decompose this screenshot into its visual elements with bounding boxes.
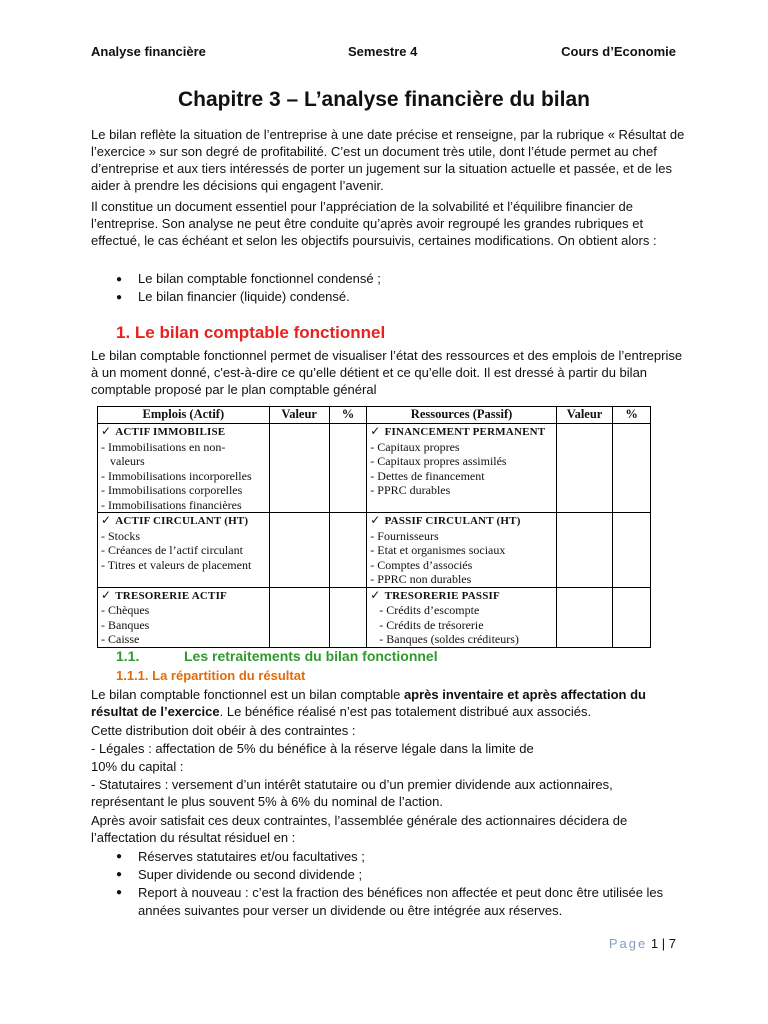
group-title: ✓ TRESORERIE PASSIF xyxy=(370,587,500,602)
section-heading-1-1-1: 1.1.1. La répartition du résultat xyxy=(116,668,306,683)
table-item: - Immobilisations incorporelles xyxy=(101,468,252,483)
bullet-icon: ● xyxy=(116,292,123,303)
table-item: valeurs xyxy=(110,454,145,468)
table-item: - Crédits de trésorerie xyxy=(379,617,484,632)
group-title: ✓ TRESORERIE ACTIF xyxy=(101,587,227,602)
body-paragraph-5: Après avoir satisfait ces deux contraintes, l’assemblée générale des actionnaires décidera de l’affectation du résultat résiduel en : xyxy=(91,813,628,845)
ressources-cell xyxy=(367,587,557,647)
percent-cell xyxy=(613,513,651,588)
table-item: - Créances de l’actif circulant xyxy=(101,543,243,557)
section-heading-1: 1. Le bilan comptable fonctionnel xyxy=(116,323,386,342)
table-item: - Capitaux propres assimilés xyxy=(370,454,507,468)
table-item: - Comptes d’associés xyxy=(370,557,473,572)
group-title: ✓ ACTIF CIRCULANT (HT) xyxy=(101,513,249,527)
list-item: ● Super dividende ou second dividende ; xyxy=(116,867,363,882)
table-item: - Fournisseurs xyxy=(370,528,439,543)
emplois-cell xyxy=(98,424,270,513)
section1-paragraph: Le bilan comptable fonctionnel permet de visualiser l’état des ressources et des emplois de l’entreprise à un moment donné, c'est-à-dire ce qu’elle détient et ce qu’elle doit. Il est dressé à partir du bilan comptable proposé par le plan comptable général xyxy=(91,348,683,397)
table-row xyxy=(98,587,651,647)
page-separator: | xyxy=(661,936,666,951)
table-item: - Caisse xyxy=(101,632,140,646)
bullet-icon: ● xyxy=(116,887,123,898)
value-cell xyxy=(269,587,329,647)
table-item: - Banques (soldes créditeurs) xyxy=(379,632,519,646)
group-title: ✓ FINANCEMENT PERMANENT xyxy=(370,424,546,438)
checkmark-icon: ✓ xyxy=(101,513,112,527)
body-paragraph-4: - Statutaires : versement d’un intérêt statutaire ou d’un premier dividende aux actionnaires, représentant le plus souvent 5% à 6% du nominal de l’action. xyxy=(91,777,613,809)
ressources-cell xyxy=(367,513,557,588)
page-label: Page xyxy=(608,936,648,951)
table-row xyxy=(98,424,651,513)
percent-cell xyxy=(613,424,651,513)
header-right: Cours d’Economie xyxy=(561,44,676,59)
ressources-cell xyxy=(367,424,557,513)
percent-cell xyxy=(329,513,367,588)
table-item: - Chèques xyxy=(101,603,150,617)
table-header-cell: % xyxy=(329,407,367,424)
intro-bullet: ● Le bilan financier (liquide) condensé. xyxy=(116,289,350,304)
group-title: ✓ ACTIF IMMOBILISE xyxy=(101,424,226,438)
checkmark-icon: ✓ xyxy=(370,424,381,438)
percent-cell xyxy=(613,587,651,647)
page-title: Chapitre 3 – L’analyse financière du bilan xyxy=(178,88,590,111)
table-header-cell: Valeur xyxy=(556,407,612,424)
table-item: - Banques xyxy=(101,617,150,632)
table-item: - PPRC durables xyxy=(370,483,451,497)
bullet-icon: ● xyxy=(116,274,123,285)
checkmark-icon: ✓ xyxy=(370,587,381,602)
header-left: Analyse financière xyxy=(91,44,206,59)
group-title: ✓ PASSIF CIRCULANT (HT) xyxy=(370,513,521,527)
percent-cell xyxy=(329,587,367,647)
emplois-cell xyxy=(98,587,270,647)
body-paragraph-2: Cette distribution doit obéir à des contraintes : xyxy=(91,723,356,738)
page-number: 1 xyxy=(650,936,659,951)
table-item: - Dettes de financement xyxy=(370,468,485,483)
intro-bullet: ● Le bilan comptable fonctionnel condensé ; xyxy=(116,271,381,286)
value-cell xyxy=(269,513,329,588)
list-item: ● Report à nouveau : c’est la fraction des bénéfices non affectée et peut donc être utilisée les années suivantes pour verser un dividende ou être intégrée aux réserves. xyxy=(116,885,664,918)
list-item: ● Réserves statutaires et/ou facultatives ; xyxy=(116,849,365,864)
bullet-icon: ● xyxy=(116,851,123,862)
emplois-cell xyxy=(98,513,270,588)
header-center: Semestre 4 xyxy=(348,44,418,59)
table-header-cell: Emplois (Actif) xyxy=(98,407,270,424)
table-item: - Etat et organismes sociaux xyxy=(370,543,506,557)
table-item: - Stocks xyxy=(101,528,140,543)
page-footer xyxy=(609,936,676,951)
table-item: - Crédits d’escompte xyxy=(379,603,480,617)
section-heading-1-1: 1.1. Les retraitements du bilan fonctionnel xyxy=(116,648,438,664)
table-item: - Immobilisations corporelles xyxy=(101,483,243,497)
table-item: - Immobilisations en non- xyxy=(101,439,226,454)
value-cell xyxy=(556,424,612,513)
percent-cell xyxy=(329,424,367,513)
intro-paragraph-1: Le bilan reflète la situation de l’entreprise à une date précise et renseigne, par la rubrique « Résultat de l’exercice » sur son degré de profitabilité. C’est un document très utile, dont l’étude permet au chef d’entreprise et aux tiers intéressés de porter un jugement sur la situation actuelle et passée, et de les aider à prendre les décisions qui engagent l’avenir. xyxy=(91,127,685,193)
table-header-cell: Valeur xyxy=(269,407,329,424)
bullet-icon: ● xyxy=(116,869,123,880)
checkmark-icon: ✓ xyxy=(101,424,112,438)
value-cell xyxy=(269,424,329,513)
body-paragraph-3b: 10% du capital : xyxy=(91,759,184,774)
table-item: - Titres et valeurs de placement xyxy=(101,557,252,572)
table-header-row xyxy=(98,407,651,424)
table-item: - PPRC non durables xyxy=(370,572,472,586)
body-paragraph-3: - Légales : affectation de 5% du bénéfice à la réserve légale dans la limite de xyxy=(91,741,534,756)
bilan-table xyxy=(97,406,651,648)
table-header-cell: Ressources (Passif) xyxy=(367,407,557,424)
table-header-cell: % xyxy=(613,407,651,424)
intro-paragraph-2: Il constitue un document essentiel pour l’appréciation de la solvabilité et l’équilibre financier de l’entreprise. Son analyse ne peut être conduite qu’après avoir regroupé les grandes rubriques et effectué, le cas échéant et selon les objectifs poursuivis, certaines modifications. On obtient alors : xyxy=(91,199,657,248)
value-cell xyxy=(556,587,612,647)
checkmark-icon: ✓ xyxy=(101,587,112,602)
table-row xyxy=(98,513,651,588)
value-cell xyxy=(556,513,612,588)
checkmark-icon: ✓ xyxy=(370,513,381,527)
body-paragraph-1: Le bilan comptable fonctionnel est un bilan comptable après inventaire et après affectation du résultat de l’exercice. Le bénéfice réalisé n’est pas totalement distribué aux associés. xyxy=(91,687,646,719)
table-item: - Immobilisations financières xyxy=(101,497,242,512)
page-total: 7 xyxy=(668,936,676,951)
table-item: - Capitaux propres xyxy=(370,439,460,454)
